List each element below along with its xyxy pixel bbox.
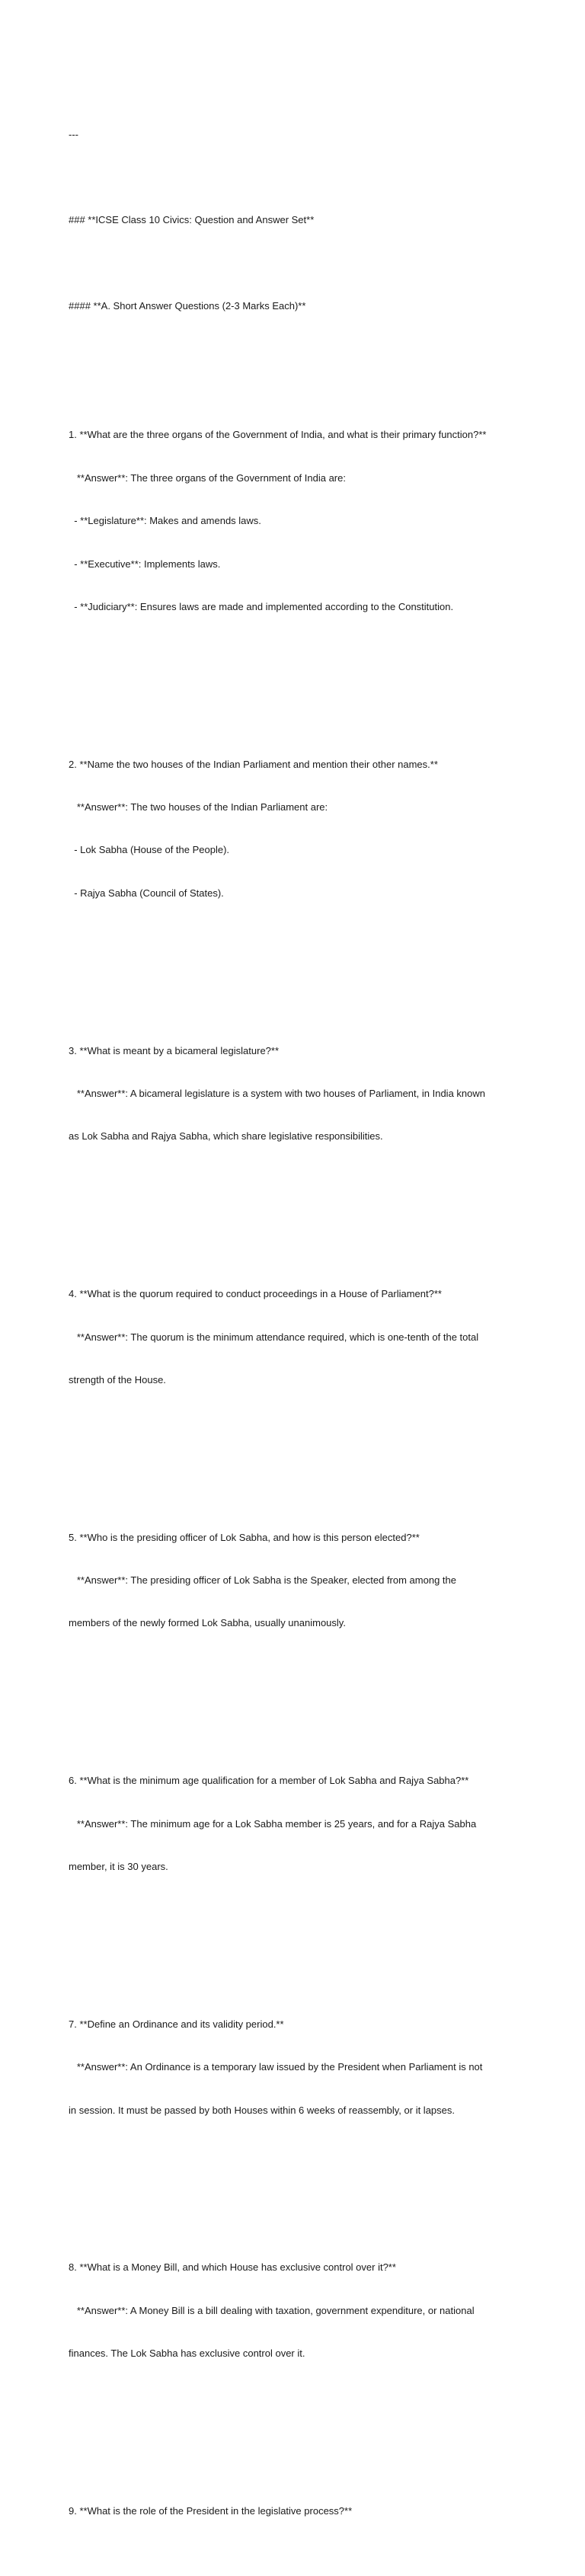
- question-line: 6. **What is the minimum age qualification for a member of Lok Sabha and Rajya Sabha?**: [69, 1775, 469, 1787]
- answer-line: members of the newly formed Lok Sabha, usually unanimously.: [69, 1617, 346, 1629]
- question-block: [69, 1746, 522, 1903]
- question-block: [69, 1502, 522, 1660]
- spacer: [69, 2175, 522, 2190]
- spacer: [69, 958, 522, 973]
- answer-line: **Answer**: An Ordinance is a temporary law issued by the President when Parliament is not: [69, 2061, 483, 2073]
- question-line: 4. **What is the quorum required to conduct proceedings in a House of Parliament?**: [69, 1288, 442, 1300]
- answer-line: member, it is 30 years.: [69, 1861, 168, 1873]
- question-block: [69, 2232, 522, 2390]
- spacer: [69, 1688, 522, 1702]
- answer-bullet: - Lok Sabha (House of the People).: [69, 844, 230, 856]
- document-heading: ### **ICSE Class 10 Civics: Question and Answer Set**: [69, 214, 315, 226]
- spacer: [69, 1445, 522, 1459]
- spacer: [69, 171, 522, 185]
- answer-line: **Answer**: A bicameral legislature is a system with two houses of Parliament, in India known: [69, 1087, 485, 1099]
- question-block: [69, 1015, 522, 1173]
- answer-line: in session. It must be passed by both Houses within 6 weeks of reassembly, or it lapses.: [69, 2104, 455, 2116]
- answer-line: **Answer**: A Money Bill is a bill dealing with taxation, government expenditure, or national: [69, 2304, 475, 2316]
- question-line: 3. **What is meant by a bicameral legislature?**: [69, 1044, 280, 1056]
- spacer: [69, 672, 522, 686]
- spacer: [69, 343, 522, 357]
- question-block: [69, 400, 522, 644]
- section-heading: #### **A. Short Answer Questions (2-3 Marks Each)**: [69, 300, 306, 312]
- spacer: [69, 2418, 522, 2433]
- answer-line: **Answer**: The three organs of the Government of India are:: [69, 471, 346, 484]
- answer-line: strength of the House.: [69, 1373, 166, 1385]
- document-body: [69, 99, 522, 2576]
- question-block: [69, 1989, 522, 2146]
- answer-line: finances. The Lok Sabha has exclusive control over it.: [69, 2347, 305, 2360]
- question-line: 9. **What is the role of the President in the legislative process?**: [69, 2504, 353, 2517]
- answer-bullet: - **Judiciary**: Ensures laws are made and implemented according to the Constitution.: [69, 600, 454, 612]
- spacer: [69, 257, 522, 271]
- spacer: [69, 1932, 522, 1946]
- answer-line: **Answer**: The two houses of the Indian Parliament are:: [69, 801, 328, 813]
- question-line: 5. **Who is the presiding officer of Lok Sabha, and how is this person elected?**: [69, 1531, 420, 1543]
- question-line: 2. **Name the two houses of the Indian Parliament and mention their other names.**: [69, 758, 438, 770]
- answer-line: **Answer**: The minimum age for a Lok Sabha member is 25 years, and for a Rajya Sabha: [69, 1817, 477, 1830]
- answer-line: as Lok Sabha and Rajya Sabha, which share legislative responsibilities.: [69, 1130, 383, 1143]
- answer-bullet: - **Legislature**: Makes and amends laws.: [69, 515, 261, 527]
- question-line: 1. **What are the three organs of the Government of India, and what is their primary function?**: [69, 429, 487, 441]
- question-line: 7. **Define an Ordinance and its validity period.**: [69, 2018, 284, 2030]
- answer-line: **Answer**: The presiding officer of Lok Sabha is the Speaker, elected from among the: [69, 1574, 456, 1587]
- answer-bullet: - **Executive**: Implements laws.: [69, 558, 221, 570]
- answer-line: **Answer**: The quorum is the minimum attendance required, which is one-tenth of the total: [69, 1331, 479, 1343]
- answer-bullet: - Rajya Sabha (Council of States).: [69, 887, 224, 899]
- question-block: [69, 1259, 522, 1417]
- horizontal-rule-text: ---: [69, 128, 78, 140]
- question-line: 8. **What is a Money Bill, and which House has exclusive control over it?**: [69, 2261, 396, 2274]
- question-block: [69, 729, 522, 929]
- question-block: [69, 2475, 522, 2547]
- spacer: [69, 1201, 522, 1216]
